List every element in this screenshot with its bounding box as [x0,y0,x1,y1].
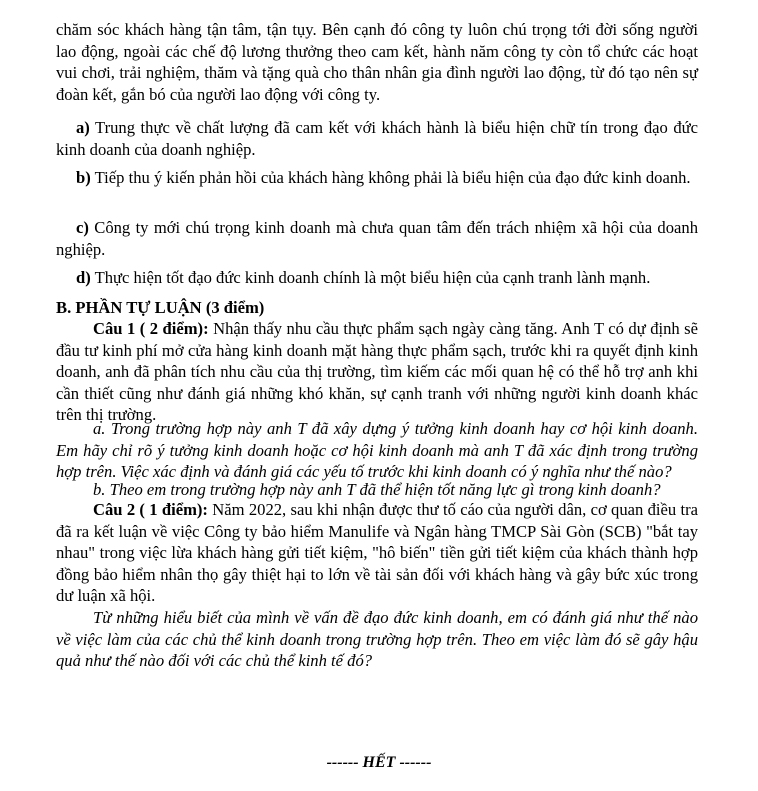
section-b-title: B. PHẦN TỰ LUẬN (3 điểm) [56,298,265,317]
intro-paragraph: chăm sóc khách hàng tận tâm, tận tụy. Bên cạnh đó công ty luôn chú trọng tới đời sống người lao động, ngoài các chế độ lương thưởng theo cam kết, hành năm công ty còn tổ chức các hoạt vui chơi, trải nghiệm, thăm và tặng quà cho thân nhân gia đình người lao động, từ đó tạo nên sự đoàn kết, gắn bó của người lao động với công ty. [56,20,698,104]
statement-b [56,167,698,189]
question-label: Câu 1 ( 2 điểm): [93,319,209,338]
question-1-part-b: b. Theo em trong trường hợp này anh T đã thể hiện tốt năng lực gì trong kinh doanh? [93,480,661,499]
question-2-prompt: Từ những hiểu biết của mình về vấn đề đạo đức kinh doanh, em có đánh giá như thế nào về việc làm của các chủ thể kinh doanh trong trường hợp trên. Theo em việc làm đó sẽ gây hậu quả như thế nào đối với các chủ thể kinh tế đó? [56,608,698,671]
statement-text: Trung thực về chất lượng đã cam kết với khách hành là biểu hiện chữ tín trong đạo đức kinh doanh của doanh nghiệp. [56,118,698,159]
statement-text: Thực hiện tốt đạo đức kinh doanh chính là một biểu hiện của cạnh tranh lành mạnh. [90,268,651,287]
question-text: Năm 2022, sau khi nhận được thư tố cáo của người dân, cơ quan điều tra đã ra kết luận về việc Công ty bảo hiểm Manulife và Ngân hàng TMCP Sài Gòn (SCB) "bắt tay nhau" trong việc lừa khách hàng gửi tiết kiệm, "hô biến" tiền gửi tiết kiệm của khách thành hợp đồng bảo hiểm nhân thọ gây thiệt hại to lớn về tài sản đối với khách hàng và gây bức xúc trong dư luận xã hội. [56,500,698,606]
question-label: Câu 2 ( 1 điểm): [93,500,208,519]
question-2 [56,499,698,607]
statement-a [56,117,698,160]
question-1-part-a: a. Trong trường hợp này anh T đã xây dựng ý tưởng kinh doanh hay cơ hội kinh doanh. Em hãy chỉ rõ ý tưởng kinh doanh hoặc cơ hội kinh doanh mà anh T đã xác định trong trường hợp trên. Việc xác định và đánh giá các yếu tố trước khi kinh doanh có ý nghĩa như thế nào? [56,419,698,482]
statement-letter: d) [76,268,91,287]
statement-letter: a) [76,118,90,137]
question-text: Nhận thấy nhu cầu thực phẩm sạch ngày càng tăng. Anh T có dự định sẽ đầu tư kinh phí mở cửa hàng kinh doanh mặt hàng thực phẩm sạch, trước khi ra quyết định kinh doanh, anh đã phân tích nhu cầu của thị trường, tìm kiếm các mối quan hệ có thể hỗ trợ anh khi cần thiết cũng như đánh giá những khó khăn, sự cạnh tranh với những người kinh doanh khác trên thị trường. [56,319,698,425]
statement-d [56,267,698,289]
statement-text: Công ty mới chú trọng kinh doanh mà chưa quan tâm đến trách nhiệm xã hội của doanh nghiệp. [56,218,698,259]
question-1 [56,318,698,426]
end-mark: ------ HẾT ------ [326,754,432,771]
statement-letter: b) [76,168,91,187]
statement-c [56,217,698,260]
statement-letter: c) [76,218,89,237]
statement-text: Tiếp thu ý kiến phản hồi của khách hàng không phải là biểu hiện của đạo đức kinh doanh. [90,168,691,187]
